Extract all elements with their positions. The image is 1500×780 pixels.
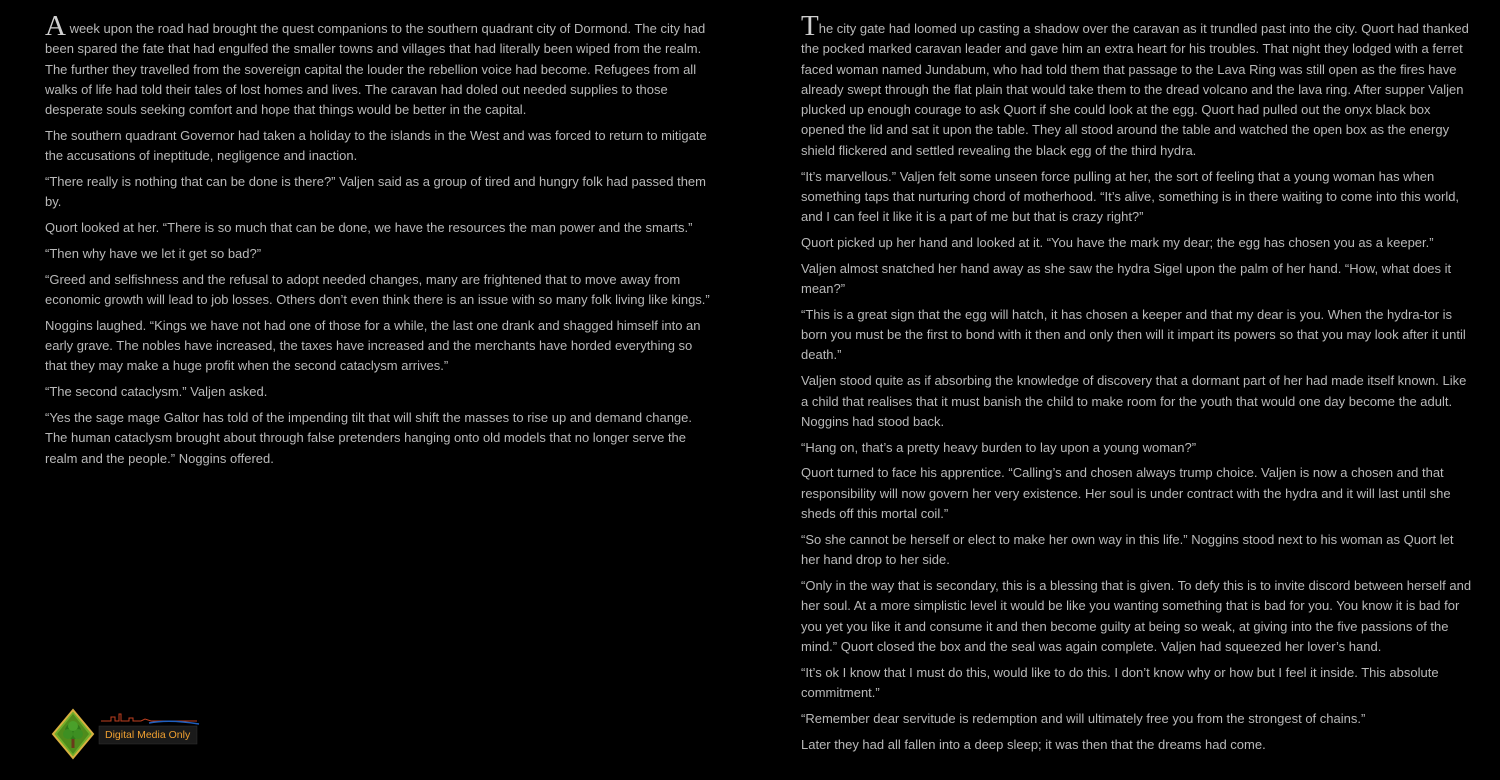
paragraph — [45, 244, 715, 264]
paragraph-text: The southern quadrant Governor had taken a holiday to the islands in the West and was forced to return to mitigate the accusations of ineptitude, negligence and inaction. — [45, 127, 707, 164]
paragraph — [801, 10, 1473, 161]
paragraph-text: Later they had all fallen into a deep sleep; it was then that the dreams had come. — [801, 736, 1266, 752]
right-page-text — [801, 10, 1473, 760]
paragraph-text: Quort turned to face his apprentice. “Calling’s and chosen always trump choice. Valjen is now a chosen and that responsibility will now govern her very existence. Her soul is under contract with the hydra and it will last until she sheds off this mortal coil.” — [801, 465, 1451, 522]
paragraph — [801, 530, 1473, 571]
paragraph-text: “Yes the sage mage Galtor has told of the impending tilt that will shift the masses to rise up and demand change. The human cataclysm brought about through false pretenders hanging onto old models that no longer serve the realm and the people.” Noggins offered. — [45, 410, 693, 466]
logo-label: Digital Media Only — [105, 729, 191, 741]
paragraph-text: “Then why have we let it get so bad?” — [45, 245, 262, 261]
paragraph-text: Valjen stood quite as if absorbing the knowledge of discovery that a dormant part of her had made itself known. Like a child that realises that it must banish the child to make room for the youth that would one day become the adult. Noggins had stood back. — [801, 373, 1467, 429]
paragraph — [45, 382, 715, 402]
paragraph — [801, 663, 1473, 704]
paragraph — [45, 270, 715, 311]
paragraph — [45, 10, 715, 120]
paragraph-text: “Remember dear servitude is redemption and will ultimately free you from the strongest of chains.” — [801, 710, 1366, 726]
paragraph — [45, 218, 715, 238]
drop-cap: T — [801, 10, 819, 42]
paragraph-text: “It’s ok I know that I must do this, would like to do this. I don’t know why or how but I feel it inside. This absolute commitment.” — [801, 664, 1439, 700]
paragraph-text: “It’s marvellous.” Valjen felt some unseen force pulling at her, the sort of feeling that a young woman has when something taps that nurturing chord of motherhood. “It’s alive, something is in there waiting to come into this world, and I can feel it like it is a part of me but that is crazy right?” — [801, 168, 1460, 225]
paragraph-text: “Hang on, that’s a pretty heavy burden to lay upon a young woman?” — [801, 439, 1197, 455]
paragraph-text: Quort looked at her. “There is so much that can be done, we have the resources the man power and the smarts.” — [45, 220, 693, 236]
paragraph-text: Noggins laughed. “Kings we have not had one of those for a while, the last one drank and shagged himself into an early grave. The nobles have increased, the taxes have increased and the merchants have horded everything so that they may make a huge profit when the second cataclysm arrives.” — [45, 317, 701, 374]
paragraph-text: “This is a great sign that the egg will hatch, it has chosen a keeper and that my dear is you. When the hydra-tor is born you must be the first to bond with it then and only then will it impart its powers so that you may look after it until death.” — [801, 306, 1466, 363]
paragraph — [801, 167, 1473, 228]
paragraph-text: Valjen almost snatched her hand away as she saw the hydra Sigel upon the palm of her hand. “How, what does it mean?” — [801, 260, 1452, 297]
paragraph — [801, 233, 1473, 253]
paragraph — [801, 438, 1473, 458]
paragraph — [45, 408, 715, 469]
paragraph-text: “Greed and selfishness and the refusal to adopt needed changes, many are frightened that to move away from economic growth will lead to job losses. Others don’t even think there is an issue with so many folk living like kings.” — [45, 271, 710, 308]
paragraph — [45, 126, 715, 167]
paragraph-text: week upon the road had brought the quest companions to the southern quadrant city of Dormond. The city had been spared the fate that had engulfed the smaller towns and villages that had literally been wiped from the realm. The further they travelled from the sovereign capital the louder the rebellion voice had become. Refugees from all walks of life had told their tales of lost homes and lives. The caravan had doled out needed supplies to those desperate souls seeking comfort and hope that things would be better in the capital. — [45, 21, 706, 118]
paragraph-text: Quort picked up her hand and looked at it. “You have the mark my dear; the egg has chosen you as a keeper.” — [801, 234, 1434, 250]
paragraph — [45, 172, 715, 213]
paragraph — [801, 371, 1473, 432]
paragraph-text: “Only in the way that is secondary, this is a blessing that is given. To defy this is to invite discord between herself and her soul. At a more simplistic level it would be like you wanting something that is bad for you. You know it is bad for you yet you like it and consume it and then become guilty at being so weak, at giving into the five passions of the mind.” Quort closed the box and the seal was again complete. Valjen had squeezed her lover’s hand. — [801, 577, 1472, 654]
paragraph — [45, 316, 715, 377]
paragraph-text: “The second cataclysm.” Valjen asked. — [45, 384, 268, 400]
paragraph-text: he city gate had loomed up casting a shadow over the caravan as it trundled past into the city. Quort had thanked the pocked marked caravan leader and gave him an extra heart for his troubles. That night they lodged with a ferret faced woman named Jundabum, who had told them that passage to the Lava Ring was still open as the fires have already swept through the flat plain that would take them to the dread volcano and the lava ring. After supper Valjen plucked up enough courage to ask Quort if she could look at the egg. Quort had pulled out the onyx black box opened the lid and sat it upon the table. They all stood around the table and watched the open box as the energy shield flickered and settled revealing the black egg of the third hydra. — [801, 21, 1469, 158]
paragraph — [801, 709, 1473, 729]
paragraph-text: “There really is nothing that can be done is there?” Valjen said as a group of tired and hungry folk had passed them by. — [45, 174, 706, 210]
digital-media-only-logo — [49, 706, 209, 762]
paragraph — [801, 305, 1473, 366]
paragraph — [801, 735, 1473, 755]
paragraph-text: “So she cannot be herself or elect to make her own way in this life.” Noggins stood next to his woman as Quort let her hand drop to her side. — [801, 531, 1454, 568]
paragraph — [801, 463, 1473, 524]
left-page-text — [45, 10, 715, 474]
drop-cap: A — [45, 10, 66, 42]
paragraph — [801, 259, 1473, 300]
paragraph — [801, 576, 1473, 657]
